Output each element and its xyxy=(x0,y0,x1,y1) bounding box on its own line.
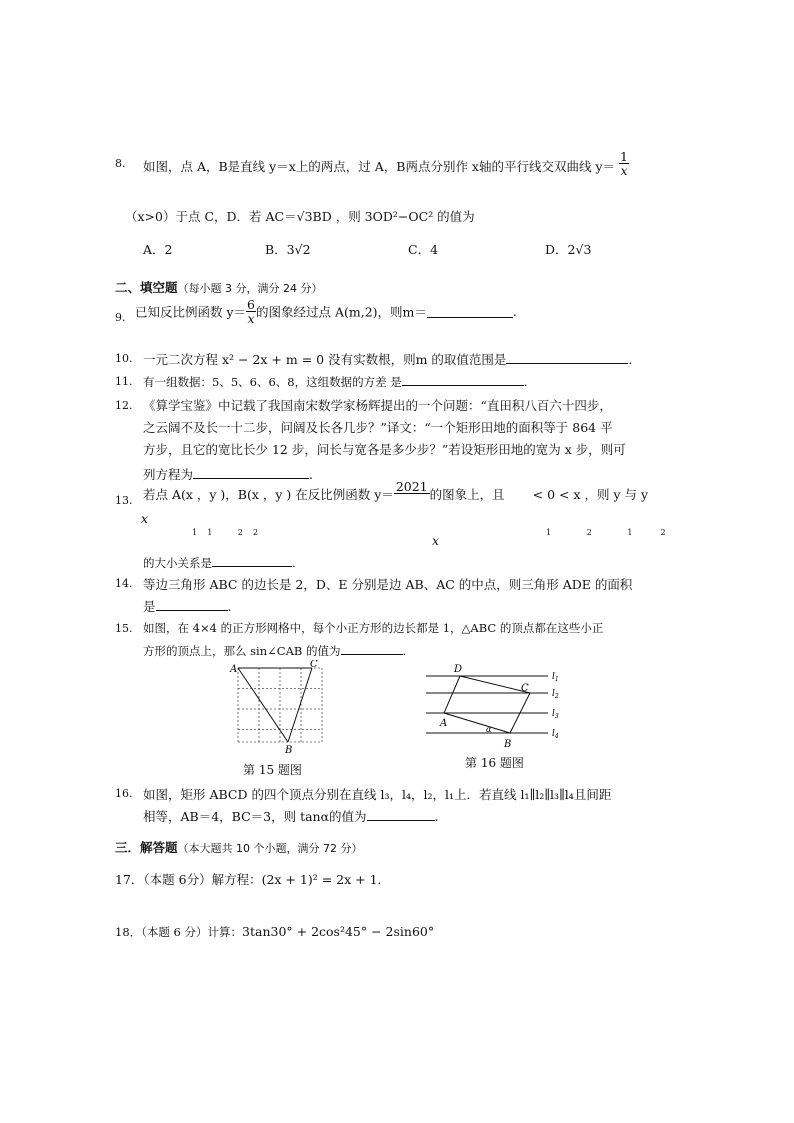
q10-end: . xyxy=(628,352,633,367)
q14-line2-text: 是 xyxy=(143,599,156,614)
section2-note: （每小题 3 分，满分 24 分） xyxy=(177,282,323,295)
q8-line2: （x>0）于点 C，D．若 AC＝√3BD ，则 3OD²−OC² 的值为 xyxy=(125,209,475,224)
q13-line1 xyxy=(143,480,648,508)
q8-option-d: D．2√3 xyxy=(545,242,592,257)
q13-line1b: 的图象上，且 xyxy=(429,487,509,503)
q9-pre: 已知反比例函数 y＝ xyxy=(135,304,247,320)
q9-end: . xyxy=(512,304,517,320)
fig15-label-a: A xyxy=(230,664,238,675)
q13-line1a: 若点 A(x ，y )，B(x ，y ) 在反比例函数 y＝ xyxy=(143,487,394,503)
fig16-label-d: D xyxy=(454,664,463,675)
q8-frac-den: x xyxy=(620,163,628,178)
q15-end: . xyxy=(402,644,407,658)
q12-number: 12. xyxy=(115,399,133,412)
q11-text: 有一组数据：5、5、6、6、8，这组数据的方差 是 xyxy=(143,375,402,389)
q18 xyxy=(115,924,434,940)
q14-line2 xyxy=(143,597,232,615)
figure-15 xyxy=(228,660,328,755)
q15-line2 xyxy=(143,642,406,659)
fig16-label-l3: $l_3$ xyxy=(552,709,559,720)
q8-line1 xyxy=(143,148,629,178)
fig16-label-l4: $l_4$ xyxy=(552,729,559,740)
q9-line xyxy=(135,298,517,325)
q13-line1c: < 0 < x ，则 y 与 y xyxy=(532,487,649,503)
q14-number: 14. xyxy=(115,577,133,590)
q12-line2: 之云阔不及长一十二步，问阔及长各几步？”译文：“一个矩形田地的面积等于 864 平 xyxy=(143,420,613,435)
q13-answer-blank[interactable] xyxy=(212,554,292,567)
fig15-label-c: C xyxy=(310,660,318,670)
q16-end: . xyxy=(434,809,439,824)
q13-end: . xyxy=(292,556,296,570)
q10-answer-blank[interactable] xyxy=(506,351,628,364)
fig15-caption: 第 15 题图 xyxy=(243,763,302,777)
q14-end: . xyxy=(227,599,232,614)
q13-subscripts-left: 1 1 2 2 xyxy=(192,528,259,537)
q9-answer-blank[interactable] xyxy=(427,305,513,318)
section2-heading xyxy=(115,278,323,296)
figure-16 xyxy=(422,660,572,752)
q12-line3: 方步，且它的宽比长少 12 步，问长与宽各是多少步？”若设矩形田地的宽为 x 步，则可 xyxy=(143,442,626,457)
q13-subscripts-right: 1 2 1 2 xyxy=(546,528,666,537)
q12-line4-text: 列方程为 xyxy=(143,467,194,482)
q8-option-c: C．4 xyxy=(408,242,439,257)
q11-number: 11. xyxy=(115,375,133,388)
q12-answer-blank[interactable] xyxy=(193,466,309,479)
fig16-caption: 第 16 题图 xyxy=(465,756,524,770)
q9-post: 的图象经过点 A(m,2)，则m＝ xyxy=(256,304,427,320)
q9-frac-den: x xyxy=(247,311,255,327)
q17: 17．（本题 6分）解方程：(2x + 1)² = 2x + 1． xyxy=(115,872,391,887)
q12-line1: 《算学宝鉴》中记载了我国南宋数学家杨辉提出的一个问题：“直田积八百六十四步， xyxy=(143,398,612,413)
q16-line2 xyxy=(143,807,439,825)
q8-line1-text: 如图，点 A，B是直线 y＝x上的两点，过 A，B两点分别作 x轴的平行线交双曲线 y＝ xyxy=(143,159,616,174)
q13-fraction xyxy=(394,480,430,508)
q10-line xyxy=(143,350,632,368)
q8-frac-num: 1 xyxy=(620,148,628,164)
q16-number: 16. xyxy=(115,787,133,800)
q11-end: . xyxy=(523,375,528,389)
q8-number: 8. xyxy=(115,157,126,170)
q11-answer-blank[interactable] xyxy=(402,373,524,386)
q14-answer-blank[interactable] xyxy=(156,598,228,611)
fig15-label-b: B xyxy=(285,745,293,755)
q15-line1: 如图，在 4×4 的正方形网格中，每个小正方形的边长都是 1，△ABC 的顶点都在这些小正 xyxy=(143,621,604,635)
q16-answer-blank[interactable] xyxy=(367,808,435,821)
q18-pre: 18．（本题 6 分）计算： xyxy=(115,925,243,939)
q15-number: 15. xyxy=(115,622,133,635)
fig16-label-b: B xyxy=(504,739,512,750)
fig16-label-a: A xyxy=(440,718,448,729)
q16-line1: 如图，矩形 ABCD 的四个顶点分别在直线 l₃，l₄，l₂，l₁上．若直线 l₁∥l₂∥l₃∥l₄且间距 xyxy=(143,787,612,802)
q13-frac-den: x xyxy=(432,533,440,548)
q13-x-left: x xyxy=(141,511,149,526)
q14-line1: 等边三角形 ABC 的边长是 2，D、E 分别是边 AB、AC 的中点，则三角形 ADE 的面积 xyxy=(143,577,633,592)
fig16-label-l2: $l_2$ xyxy=(552,689,559,700)
q13-number: 13. xyxy=(115,494,133,507)
q10-number: 10. xyxy=(115,352,133,365)
q9-frac-num: 6 xyxy=(247,297,255,312)
q13-line3 xyxy=(143,554,296,571)
q13-line3-text: 的大小关系是 xyxy=(143,556,212,570)
q15-line2-text: 方形的顶点上，那么 sin∠CAB 的值为 xyxy=(143,644,341,658)
q16-line2-text: 相等，AB＝4，BC＝3，则 tanα的值为 xyxy=(143,809,367,824)
fig16-label-alpha: α xyxy=(486,725,492,734)
fig16-label-c: C xyxy=(521,683,529,694)
q10-text: 一元二次方程 x² − 2x + m = 0 没有实数根，则m 的取值范围是 xyxy=(143,352,507,367)
q11-line xyxy=(143,373,527,390)
section3-note: （本大题共 10 个小题，满分 72 分） xyxy=(177,842,363,855)
q8-option-a: A．2 xyxy=(143,242,173,257)
section3-title: 三．解答题 xyxy=(115,840,178,855)
q8-fraction xyxy=(619,150,629,177)
section2-title: 二、填空题 xyxy=(115,280,178,295)
q9-number: 9. xyxy=(115,311,126,324)
q18-expr: 3tan30° + 2cos²45° − 2sin60° xyxy=(242,924,435,939)
q12-end: . xyxy=(309,467,313,482)
q9-fraction xyxy=(246,298,256,325)
section3-heading xyxy=(115,838,363,856)
fig16-label-l1: $l_1$ xyxy=(552,672,559,683)
q15-answer-blank[interactable] xyxy=(341,642,403,655)
q8-option-b: B．3√2 xyxy=(265,242,311,257)
q13-frac-num: 2021 xyxy=(395,479,428,494)
